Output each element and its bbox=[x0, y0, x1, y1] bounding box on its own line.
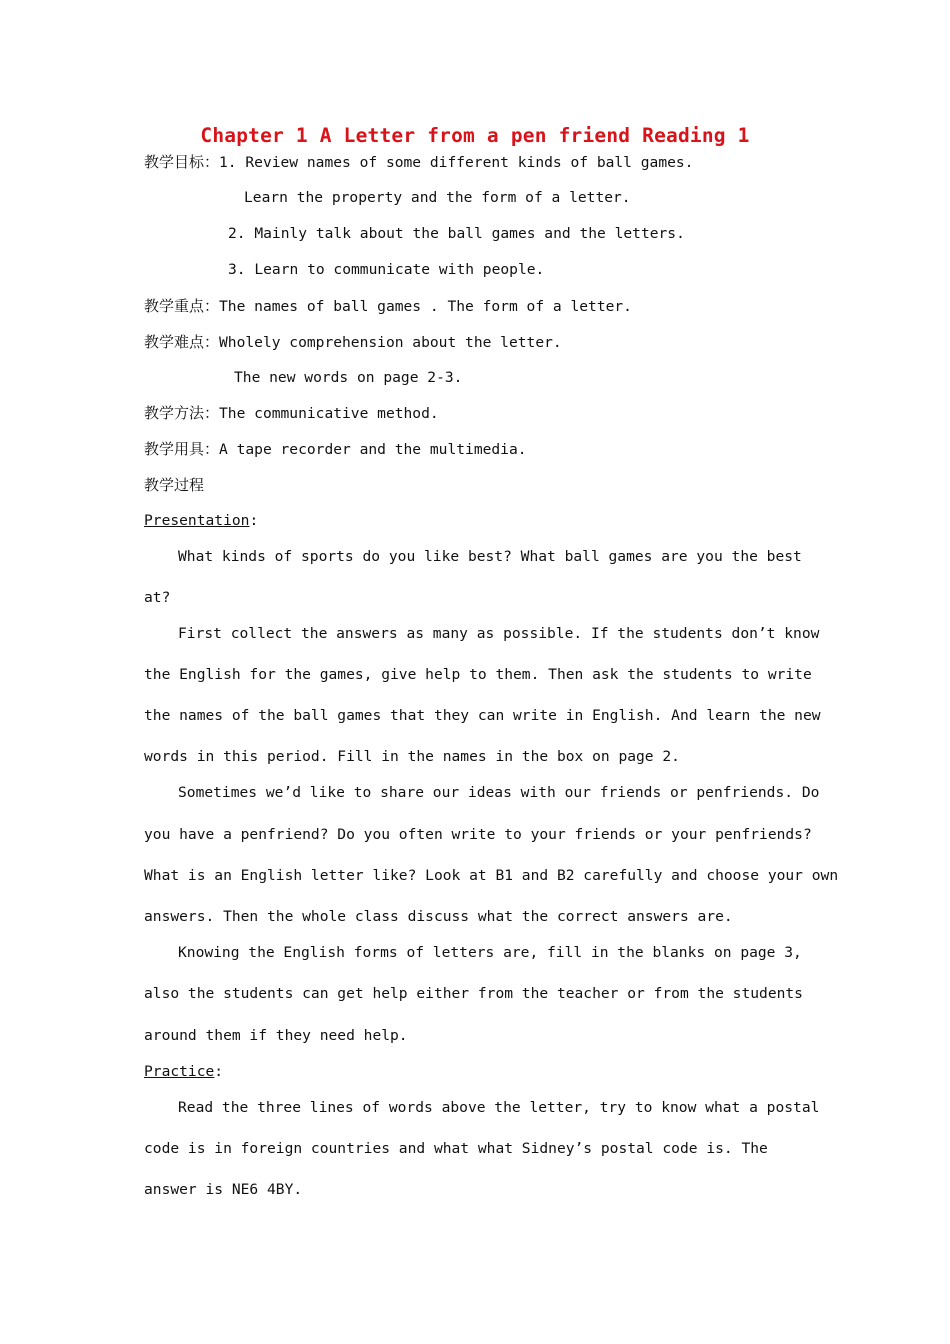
tools-label: 教学用具： bbox=[144, 440, 220, 458]
presentation-p2-line-4: words in this period. Fill in the names in the box on page 2. bbox=[144, 748, 680, 765]
key-points-label: 教学重点： bbox=[144, 297, 220, 315]
presentation-p3-line-4: answers. Then the whole class discuss what the correct answers are. bbox=[144, 908, 733, 925]
key-points-line bbox=[144, 296, 632, 317]
practice-heading-line bbox=[144, 1062, 223, 1082]
objective-item-2: 2. Mainly talk about the ball games and the letters. bbox=[228, 225, 685, 242]
presentation-heading: Presentation bbox=[144, 512, 250, 529]
presentation-p3-line-2: you have a penfriend? Do you often write to your friends or your penfriends? bbox=[144, 826, 812, 843]
presentation-p3-line-1: Sometimes we’d like to share our ideas with our friends or penfriends. Do bbox=[178, 784, 820, 801]
presentation-heading-line bbox=[144, 511, 258, 531]
method-label: 教学方法： bbox=[144, 404, 220, 422]
presentation-p1-line-1: What kinds of sports do you like best? What ball games are you the best bbox=[178, 548, 802, 565]
objectives-line-1 bbox=[144, 152, 693, 173]
practice-p1-line-1: Read the three lines of words above the letter, try to know what a postal bbox=[178, 1099, 820, 1116]
difficulties-text-1: Wholely comprehension about the letter. bbox=[219, 334, 562, 351]
practice-colon: : bbox=[214, 1063, 224, 1080]
objective-item-1: 1. Review names of some different kinds of ball games. bbox=[219, 154, 694, 171]
objective-item-1b: Learn the property and the form of a letter. bbox=[244, 189, 631, 206]
objective-item-3: 3. Learn to communicate with people. bbox=[228, 261, 545, 278]
method-text: The communicative method. bbox=[219, 405, 439, 422]
presentation-p4-line-2: also the students can get help either from the teacher or from the students bbox=[144, 985, 803, 1002]
practice-p1-line-2: code is in foreign countries and what what Sidney’s postal code is. The bbox=[144, 1140, 768, 1157]
difficulties-line bbox=[144, 332, 562, 353]
presentation-p2-line-1: First collect the answers as many as possible. If the students don’t know bbox=[178, 625, 820, 642]
presentation-p3-line-3: What is an English letter like? Look at B1 and B2 carefully and choose your own bbox=[144, 867, 839, 884]
practice-p1-line-3: answer is NE6 4BY. bbox=[144, 1181, 303, 1198]
method-line bbox=[144, 403, 439, 424]
key-points-text: The names of ball games . The form of a letter. bbox=[219, 298, 632, 315]
presentation-colon: : bbox=[249, 512, 259, 529]
presentation-p2-line-3: the names of the ball games that they can write in English. And learn the new bbox=[144, 707, 821, 724]
tools-text: A tape recorder and the multimedia. bbox=[219, 441, 527, 458]
presentation-p4-line-3: around them if they need help. bbox=[144, 1027, 408, 1044]
objectives-label: 教学目标： bbox=[144, 153, 220, 171]
page-title: Chapter 1 A Letter from a pen friend Reading 1 bbox=[200, 124, 750, 147]
practice-heading: Practice bbox=[144, 1063, 215, 1080]
presentation-p1-line-2: at? bbox=[144, 589, 171, 606]
presentation-p2-line-2: the English for the games, give help to them. Then ask the students to write bbox=[144, 666, 812, 683]
presentation-p4-line-1: Knowing the English forms of letters are, fill in the blanks on page 3, bbox=[178, 944, 802, 961]
difficulties-text-2: The new words on page 2-3. bbox=[234, 369, 463, 386]
process-label: 教学过程 bbox=[144, 476, 205, 494]
tools-line bbox=[144, 439, 527, 460]
difficulties-label: 教学难点： bbox=[144, 333, 220, 351]
